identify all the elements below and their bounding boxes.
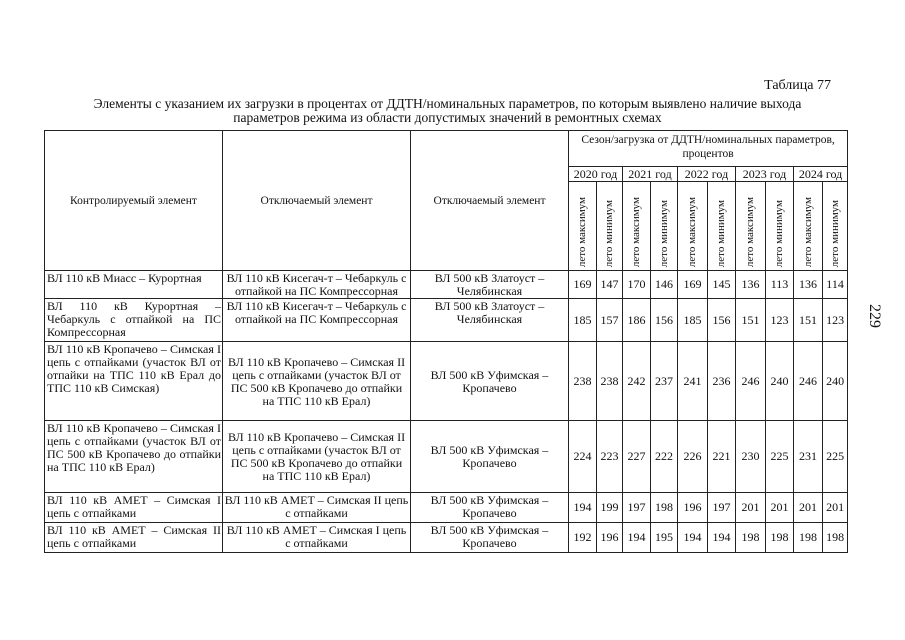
value-cell: 201 <box>736 493 766 523</box>
table-number: Таблица 77 <box>764 78 831 93</box>
load-table <box>44 130 848 553</box>
value-cell: 230 <box>736 421 766 493</box>
table-caption: Элементы с указанием их загрузки в процентах от ДДТН/номинальных параметров, по которым выявлено наличие выхода параметров режима из области допустимых значений в ремонтных схемах <box>93 96 802 125</box>
header-year: 2024 год <box>794 167 848 182</box>
disconnected-element-1: ВЛ 110 кВ Кропачево – Симская II цепь с отпайками (участок ВЛ от ПС 500 кВ Кропачево до отпайки на ТПС 110 кВ Ерал) <box>223 342 411 421</box>
disconnected-element-2: ВЛ 500 кВ Уфимская – Кропачево <box>411 421 569 493</box>
value-cell: 123 <box>823 299 848 342</box>
value-cell: 197 <box>623 493 651 523</box>
header-subcolumn: лето минимум <box>708 182 736 271</box>
value-cell: 246 <box>794 342 823 421</box>
value-cell: 240 <box>766 342 794 421</box>
disconnected-element-2: ВЛ 500 кВ Уфимская – Кропачево <box>411 523 569 553</box>
value-cell: 241 <box>678 342 708 421</box>
header-disconnected-2: Отключаемый элемент <box>411 131 569 271</box>
value-cell: 198 <box>651 493 678 523</box>
value-cell: 201 <box>823 493 848 523</box>
controlled-element: ВЛ 110 кВ Кропачево – Симская I цепь с отпайками (участок ВЛ от отпайки на ТПС 110 кВ Ерал до ТПС 110 кВ Симская) <box>45 342 223 421</box>
value-cell: 237 <box>651 342 678 421</box>
header-subcolumn: лето максимум <box>794 182 823 271</box>
value-cell: 194 <box>678 523 708 553</box>
header-year: 2021 год <box>623 167 678 182</box>
value-cell: 236 <box>708 342 736 421</box>
disconnected-element-2: ВЛ 500 кВ Златоуст – Челябинская <box>411 299 569 342</box>
controlled-element: ВЛ 110 кВ Миасс – Курортная <box>45 271 223 299</box>
controlled-element: ВЛ 110 кВ Курортная – Чебаркуль с отпайкой на ПС Компрессорная <box>45 299 223 342</box>
value-cell: 225 <box>766 421 794 493</box>
header-subcolumn: лето минимум <box>823 182 848 271</box>
table-row <box>45 493 848 523</box>
value-cell: 194 <box>623 523 651 553</box>
value-cell: 225 <box>823 421 848 493</box>
value-cell: 145 <box>708 271 736 299</box>
value-cell: 186 <box>623 299 651 342</box>
value-cell: 195 <box>651 523 678 553</box>
value-cell: 123 <box>766 299 794 342</box>
value-cell: 136 <box>736 271 766 299</box>
value-cell: 199 <box>597 493 623 523</box>
value-cell: 113 <box>766 271 794 299</box>
value-cell: 185 <box>569 299 597 342</box>
value-cell: 240 <box>823 342 848 421</box>
value-cell: 198 <box>794 523 823 553</box>
value-cell: 242 <box>623 342 651 421</box>
table-row <box>45 421 848 493</box>
value-cell: 238 <box>597 342 623 421</box>
header-subcolumn: лето максимум <box>736 182 766 271</box>
header-subcolumn: лето максимум <box>623 182 651 271</box>
value-cell: 226 <box>678 421 708 493</box>
value-cell: 246 <box>736 342 766 421</box>
value-cell: 221 <box>708 421 736 493</box>
header-year: 2020 год <box>569 167 623 182</box>
disconnected-element-2: ВЛ 500 кВ Уфимская – Кропачево <box>411 342 569 421</box>
value-cell: 146 <box>651 271 678 299</box>
value-cell: 238 <box>569 342 597 421</box>
value-cell: 227 <box>623 421 651 493</box>
header-year: 2023 год <box>736 167 794 182</box>
value-cell: 223 <box>597 421 623 493</box>
disconnected-element-2: ВЛ 500 кВ Златоуст – Челябинская <box>411 271 569 299</box>
table-row <box>45 299 848 342</box>
value-cell: 151 <box>736 299 766 342</box>
table-row <box>45 342 848 421</box>
value-cell: 156 <box>708 299 736 342</box>
value-cell: 197 <box>708 493 736 523</box>
value-cell: 147 <box>597 271 623 299</box>
header-controlled: Контролируемый элемент <box>45 131 223 271</box>
table-row <box>45 523 848 553</box>
disconnected-element-1: ВЛ 110 кВ Кисегач-т – Чебаркуль с отпайкой на ПС Компрессорная <box>223 299 411 342</box>
controlled-element: ВЛ 110 кВ АМЕТ – Симская I цепь с отпайками <box>45 493 223 523</box>
disconnected-element-2: ВЛ 500 кВ Уфимская – Кропачево <box>411 493 569 523</box>
value-cell: 157 <box>597 299 623 342</box>
value-cell: 170 <box>623 271 651 299</box>
disconnected-element-1: ВЛ 110 кВ АМЕТ – Симская II цепь с отпайками <box>223 493 411 523</box>
value-cell: 169 <box>678 271 708 299</box>
header-subcolumn: лето минимум <box>597 182 623 271</box>
value-cell: 156 <box>651 299 678 342</box>
value-cell: 114 <box>823 271 848 299</box>
value-cell: 201 <box>766 493 794 523</box>
value-cell: 196 <box>597 523 623 553</box>
value-cell: 198 <box>736 523 766 553</box>
value-cell: 169 <box>569 271 597 299</box>
value-cell: 222 <box>651 421 678 493</box>
header-subcolumn: лето максимум <box>678 182 708 271</box>
header-subcolumn: лето максимум <box>569 182 597 271</box>
value-cell: 151 <box>794 299 823 342</box>
value-cell: 192 <box>569 523 597 553</box>
value-cell: 224 <box>569 421 597 493</box>
header-season: Сезон/загрузка от ДДТН/номинальных параметров, процентов <box>569 131 848 167</box>
disconnected-element-1: ВЛ 110 кВ Кисегач-т – Чебаркуль с отпайкой на ПС Компрессорная <box>223 271 411 299</box>
header-disconnected-1: Отключаемый элемент <box>223 131 411 271</box>
header-subcolumn: лето минимум <box>766 182 794 271</box>
value-cell: 194 <box>569 493 597 523</box>
page-number: 229 <box>866 304 883 328</box>
value-cell: 194 <box>708 523 736 553</box>
value-cell: 136 <box>794 271 823 299</box>
header-subcolumn: лето минимум <box>651 182 678 271</box>
controlled-element: ВЛ 110 кВ АМЕТ – Симская II цепь с отпайками <box>45 523 223 553</box>
value-cell: 185 <box>678 299 708 342</box>
value-cell: 201 <box>794 493 823 523</box>
controlled-element: ВЛ 110 кВ Кропачево – Симская I цепь с отпайками (участок ВЛ от ПС 500 кВ Кропачево до отпайки на ТПС 110 кВ Ерал) <box>45 421 223 493</box>
value-cell: 198 <box>766 523 794 553</box>
table-row <box>45 271 848 299</box>
header-year: 2022 год <box>678 167 736 182</box>
value-cell: 231 <box>794 421 823 493</box>
value-cell: 196 <box>678 493 708 523</box>
disconnected-element-1: ВЛ 110 кВ Кропачево – Симская II цепь с отпайками (участок ВЛ от ПС 500 кВ Кропачево до отпайки на ТПС 110 кВ Ерал) <box>223 421 411 493</box>
value-cell: 198 <box>823 523 848 553</box>
disconnected-element-1: ВЛ 110 кВ АМЕТ – Симская I цепь с отпайками <box>223 523 411 553</box>
